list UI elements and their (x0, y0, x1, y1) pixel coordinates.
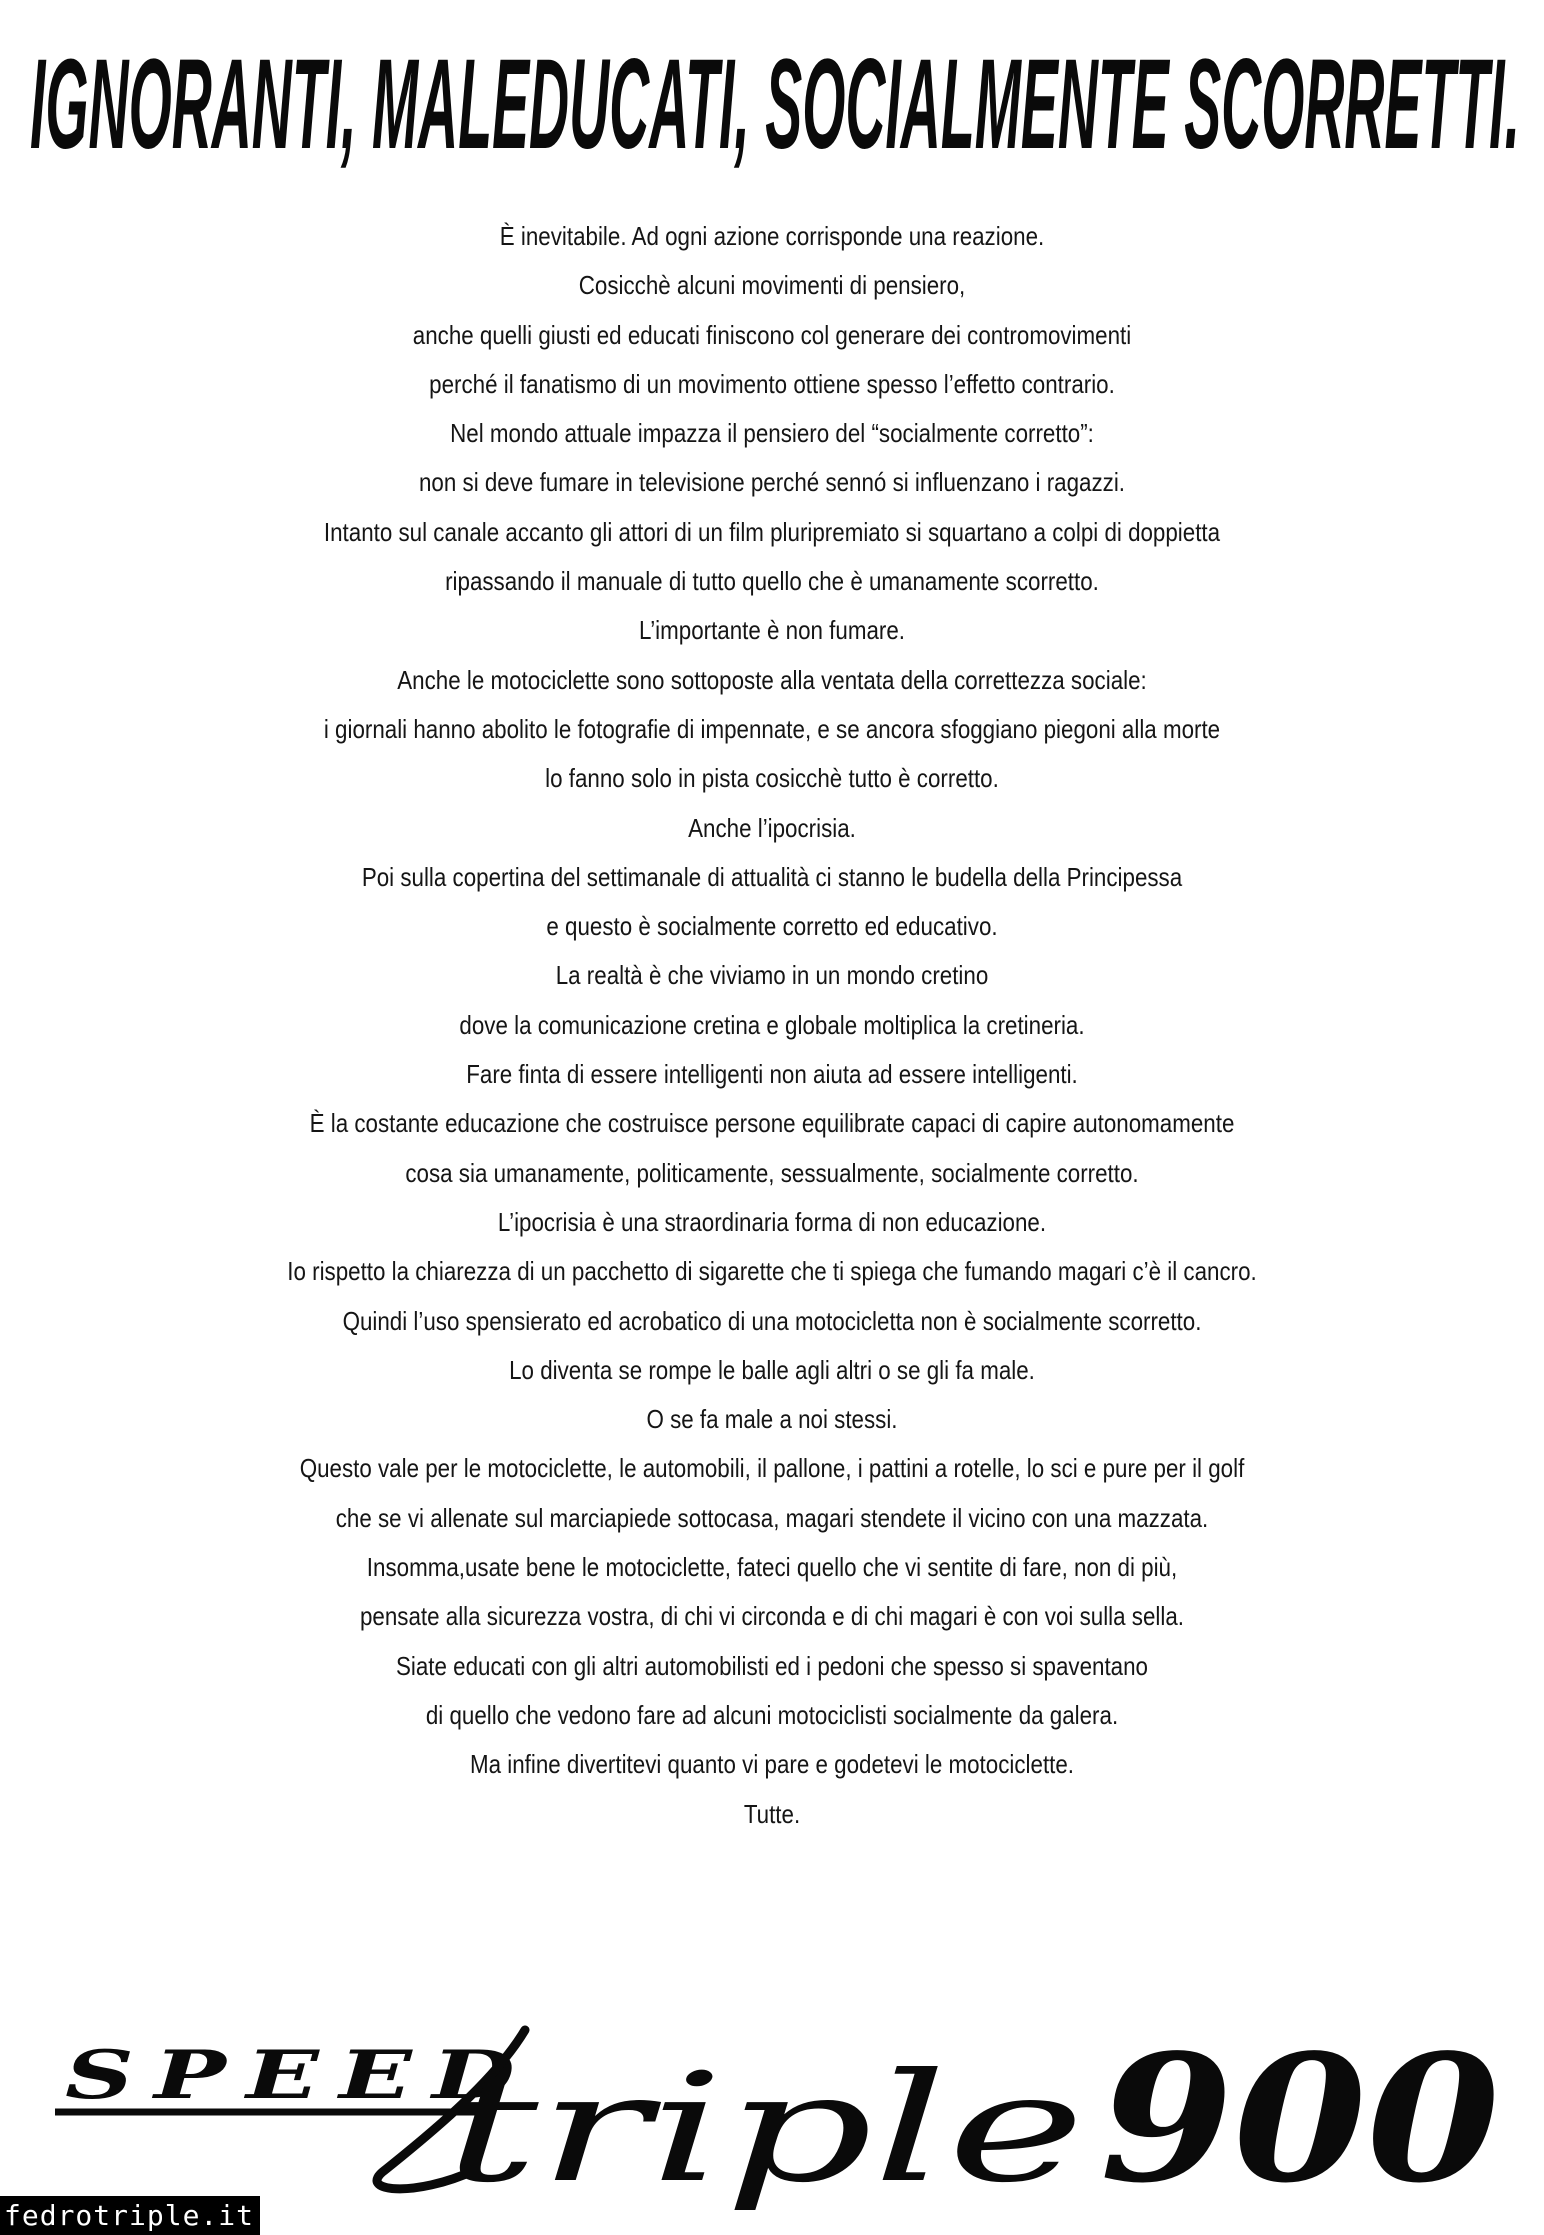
body-line: Questo vale per le motociclette, le automobili, il pallone, i pattini a rotelle, lo sci e pure per il golf (299, 1453, 1245, 1484)
body-line: pensate alla sicurezza vostra, di chi vi circonda e di chi magari è con voi sulla sella. (359, 1601, 1184, 1632)
body-line: Intanto sul canale accanto gli attori di un film pluripremiato si squartano a colpi di doppietta (323, 516, 1221, 547)
body-line: anche quelli giusti ed educati finiscono col generare dei contromovimenti (412, 319, 1132, 350)
body-line: L’ipocrisia è una straordinaria forma di non educazione. (497, 1206, 1047, 1237)
body-line: Fare finta di essere intelligenti non aiuta ad essere intelligenti. (466, 1059, 1078, 1090)
logo-svg (55, 2020, 1515, 2210)
body-line: Anche l’ipocrisia. (688, 812, 856, 843)
body-line: Anche le motociclette sono sottoposte alla ventata della correttezza sociale: (397, 664, 1147, 695)
headline (20, 30, 1530, 180)
body-line: È inevitabile. Ad ogni azione corrisponde una reazione. (499, 221, 1045, 251)
body-line: Nel mondo attuale impazza il pensiero del “socialmente corretto”: (450, 418, 1094, 449)
body-line: dove la comunicazione cretina e globale moltiplica la cretineria. (459, 1009, 1085, 1040)
body-line: di quello che vedono fare ad alcuni motociclisti socialmente da galera. (425, 1699, 1119, 1730)
body-line: Poi sulla copertina del settimanale di attualità ci stanno le budella della Principessa (361, 861, 1183, 892)
body-line: Lo diventa se rompe le balle agli altri o se gli fa male. (509, 1354, 1035, 1385)
body-line: L’importante è non fumare. (638, 615, 905, 646)
body-line: perché il fanatismo di un movimento ottiene spesso l’effetto contrario. (429, 368, 1115, 399)
body-line: ripassando il manuale di tutto quello che è umanamente scorretto. (445, 566, 1099, 597)
body-line: La realtà è che viviamo in un mondo cretino (555, 960, 989, 991)
body-line: Tutte. (743, 1798, 801, 1829)
body-line: Io rispetto la chiarezza di un pacchetto di sigarette che ti spiega che fumando magari c’è il cancro. (287, 1256, 1257, 1287)
body-line: che se vi allenate sul marciapiede sottocasa, magari stendete il vicino con una mazzata. (335, 1502, 1209, 1533)
body-line: È la costante educazione che costruisce persone equilibrate capaci di capire autonomamente (309, 1108, 1235, 1139)
body-line: e questo è socialmente corretto ed educativo. (546, 911, 998, 942)
speed-triple-900-logo (55, 2020, 1515, 2210)
logo-900-text: 900 (1100, 2020, 1500, 2210)
logo-speed-text: SPEED (65, 2036, 535, 2114)
body-line: O se fa male a noi stessi. (646, 1404, 898, 1435)
body-line: Cosicchè alcuni movimenti di pensiero, (578, 270, 966, 301)
body-line: non si deve fumare in televisione perché sennó si influenzano i ragazzi. (418, 467, 1126, 498)
body-line: i giornali hanno abolito le fotografie di impennate, e se ancora sfoggiano piegoni alla morte (323, 713, 1221, 744)
body-line: cosa sia umanamente, politicamente, sessualmente, socialmente corretto. (405, 1157, 1139, 1188)
body-line: Ma infine divertitevi quanto vi pare e godetevi le motociclette. (469, 1749, 1075, 1780)
logo-triple-text: triple (445, 2042, 1085, 2210)
watermark-badge: fedrotriple.it (0, 2196, 260, 2235)
body-line: lo fanno solo in pista cosicchè tutto è corretto. (545, 763, 999, 794)
body-line: Insomma,usate bene le motociclette, fateci quello che vi sentite di fare, non di più, (366, 1552, 1178, 1583)
headline-svg (20, 30, 1530, 180)
body-text (150, 212, 1394, 1839)
headline-text: IGNORANTI, MALEDUCATI, SOCIALMENTE SCORRETTI. (30, 33, 1520, 176)
body-line: Quindi l’uso spensierato ed acrobatico di una motocicletta non è socialmente scorretto. (342, 1305, 1202, 1336)
body-line: Siate educati con gli altri automobilisti ed i pedoni che spesso si spaventano (395, 1650, 1148, 1681)
